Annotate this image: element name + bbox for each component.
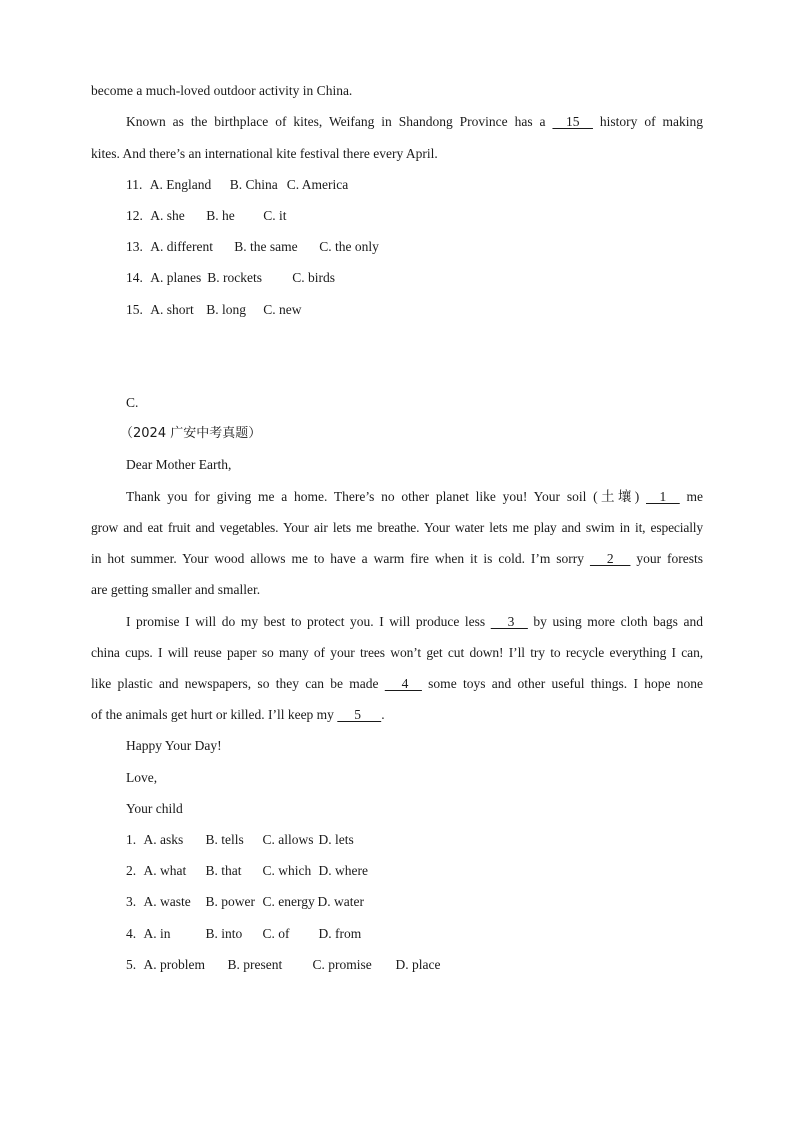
option-b[interactable]: B. that — [205, 863, 242, 878]
question-number: 1. — [126, 832, 137, 847]
answer-blank-2[interactable]: 2 — [589, 551, 631, 566]
question-number: 2. — [126, 863, 137, 878]
text-segment: some toys and other useful things. I hope none — [421, 676, 703, 691]
question-number: 13. — [126, 239, 143, 254]
option-a[interactable]: A. she — [150, 208, 185, 223]
passage-line — [126, 488, 703, 506]
option-c[interactable]: C. birds — [292, 270, 336, 285]
answer-blank-15[interactable]: 15 — [552, 114, 593, 129]
question-number: 4. — [126, 926, 137, 941]
question-4 — [126, 925, 361, 943]
answer-blank-1[interactable]: 1 — [646, 489, 680, 504]
text-segment: . — [381, 707, 385, 722]
passage-line — [91, 706, 385, 724]
question-number: 3. — [126, 894, 137, 909]
option-b[interactable]: B. present — [227, 957, 283, 972]
question-12 — [126, 207, 287, 225]
option-a[interactable]: A. planes — [150, 270, 202, 285]
option-a[interactable]: A. waste — [143, 894, 191, 909]
option-b[interactable]: B. he — [206, 208, 235, 223]
passage-line: grow and eat fruit and vegetables. Your air lets me breathe. Your water lets me play and swim in it, especially — [91, 520, 703, 535]
passage-line: china cups. I will reuse paper so many of your trees won’t get cut down! I’ll try to recycle everything I can, — [91, 645, 703, 660]
question-3 — [126, 893, 364, 911]
answer-blank-3[interactable]: 3 — [490, 614, 528, 629]
passage-line — [91, 675, 703, 693]
text-segment: me — [679, 489, 704, 504]
text-segment: Thank you for giving me a home. There’s no other planet like you! Your soil (土壤) — [126, 489, 646, 504]
text-segment: Known as the birthplace of kites, Weifang in Shandong Province has a — [126, 114, 553, 129]
text-segment: by using more cloth bags and — [527, 614, 703, 629]
question-number: 15. — [126, 302, 143, 317]
option-c[interactable]: C. the only — [319, 239, 379, 254]
option-b[interactable]: B. the same — [234, 239, 298, 254]
option-a[interactable]: A. what — [143, 863, 187, 878]
option-b[interactable]: B. into — [205, 926, 243, 941]
option-c[interactable]: C. energy — [262, 894, 315, 909]
text-segment: in hot summer. Your wood allows me to have a warm fire when it is cold. I’m sorry — [91, 551, 590, 566]
option-c[interactable]: C. America — [286, 177, 349, 192]
option-c[interactable]: C. which — [262, 863, 312, 878]
question-13 — [126, 238, 379, 256]
question-number: 11. — [126, 177, 143, 192]
text-segment: like plastic and newspapers, so they can be made — [91, 676, 385, 691]
text-segment: your forests — [630, 551, 703, 566]
option-a[interactable]: A. asks — [143, 832, 184, 847]
text-segment: I promise I will do my best to protect you. I will produce less — [126, 614, 491, 629]
option-b[interactable]: B. China — [229, 177, 278, 192]
option-d[interactable]: D. place — [395, 957, 441, 972]
passage-line: kites. And there’s an international kite festival there every April. — [91, 146, 438, 161]
option-a[interactable]: A. England — [149, 177, 212, 192]
letter-signature: Your child — [126, 801, 183, 816]
passage-line: become a much-loved outdoor activity in China. — [91, 83, 353, 98]
question-15 — [126, 301, 302, 319]
section-label: C. — [126, 395, 139, 410]
option-b[interactable]: B. tells — [205, 832, 244, 847]
option-a[interactable]: A. different — [150, 239, 213, 254]
option-b[interactable]: B. long — [206, 302, 247, 317]
answer-blank-5[interactable]: 5 — [337, 707, 382, 722]
question-number: 5. — [126, 957, 137, 972]
answer-blank-4[interactable]: 4 — [384, 676, 422, 691]
option-c[interactable]: C. new — [263, 302, 302, 317]
passage-line — [126, 613, 703, 631]
option-a[interactable]: A. short — [150, 302, 194, 317]
option-c[interactable]: C. of — [262, 926, 290, 941]
letter-greeting: Dear Mother Earth, — [126, 457, 232, 472]
option-a[interactable]: A. problem — [143, 957, 205, 972]
passage-line — [91, 550, 703, 568]
letter-closing: Love, — [126, 770, 158, 785]
option-c[interactable]: C. it — [263, 208, 287, 223]
source-note: （2024 广安中考真题） — [120, 426, 262, 441]
option-d[interactable]: D. from — [318, 926, 362, 941]
option-d[interactable]: D. where — [318, 863, 368, 878]
question-number: 12. — [126, 208, 143, 223]
option-a[interactable]: A. in — [143, 926, 171, 941]
letter-closing: Happy Your Day! — [126, 738, 222, 753]
text-segment: history of making — [592, 114, 704, 129]
question-2 — [126, 862, 368, 880]
question-1 — [126, 831, 354, 849]
passage-line — [126, 113, 703, 131]
text-segment: of the animals get hurt or killed. I’ll keep my — [91, 707, 338, 722]
option-c[interactable]: C. promise — [312, 957, 372, 972]
option-b[interactable]: B. power — [205, 894, 255, 909]
option-c[interactable]: C. allows — [262, 832, 314, 847]
question-11 — [126, 176, 348, 194]
question-5 — [126, 956, 440, 974]
question-14 — [126, 269, 335, 287]
question-number: 14. — [126, 270, 143, 285]
option-b[interactable]: B. rockets — [207, 270, 262, 285]
option-d[interactable]: D. water — [317, 894, 364, 909]
passage-line: are getting smaller and smaller. — [91, 582, 261, 597]
option-d[interactable]: D. lets — [318, 832, 354, 847]
